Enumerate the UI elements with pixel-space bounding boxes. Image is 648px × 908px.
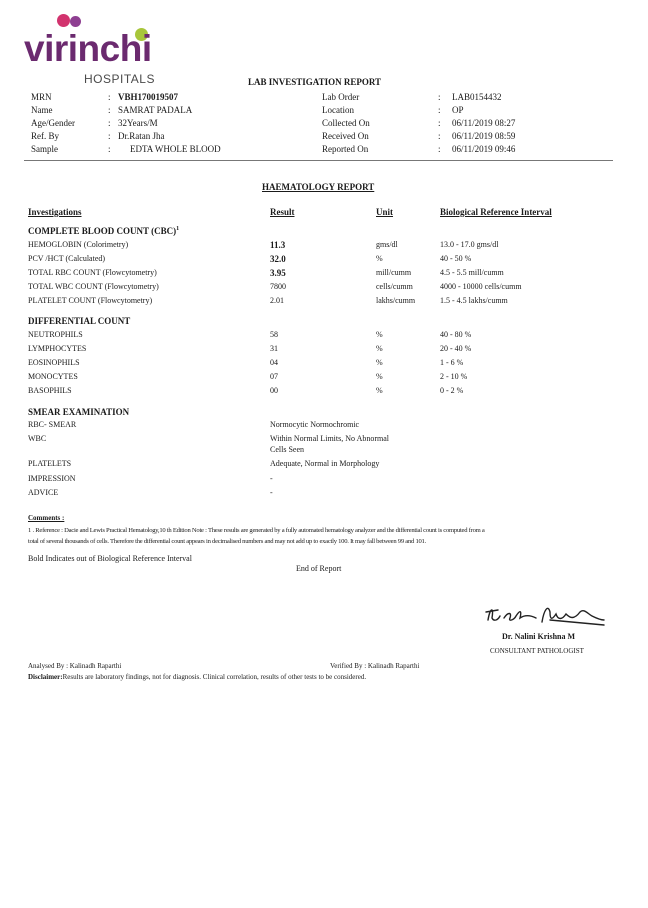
analysed-by: Analysed By : Kalinadh Raparthi (28, 662, 122, 670)
row-value: Within Normal Limits, No Abnormal (270, 434, 389, 443)
row-ref: 0 - 2 % (440, 386, 464, 395)
section-title: HAEMATOLOGY REPORT (262, 182, 375, 192)
row-unit: mill/cumm (376, 268, 412, 277)
logo-dot-pink (57, 14, 70, 27)
row-unit: % (376, 386, 383, 395)
row-ref: 20 - 40 % (440, 344, 472, 353)
colon: : (438, 118, 441, 128)
row-name: TOTAL RBC COUNT (Flowcytometry) (28, 268, 157, 277)
row-value: Normocytic Normochromic (270, 420, 360, 429)
row-value: Adequate, Normal in Morphology (270, 459, 380, 468)
row-result: 58 (270, 330, 278, 339)
reported-on-value: 06/11/2019 09:46 (452, 144, 516, 154)
colon: : (108, 92, 111, 102)
row-unit: lakhs/cumm (376, 296, 416, 305)
colon: : (108, 118, 111, 128)
row-name: PCV /HCT (Calculated) (28, 254, 106, 263)
row-name: NEUTROPHILS (28, 330, 83, 339)
row-ref: 40 - 80 % (440, 330, 472, 339)
location-label: Location (322, 105, 354, 115)
received-on-label: Received On (322, 131, 369, 141)
row-result: 07 (270, 372, 278, 381)
row-name: PLATELETS (28, 459, 72, 468)
bold-note: Bold Indicates out of Biological Reference Interval (28, 554, 192, 563)
reported-on-label: Reported On (322, 144, 369, 154)
smear-title: SMEAR EXAMINATION (28, 407, 130, 417)
comments-title: Comments : (28, 514, 65, 522)
location-value: OP (452, 105, 464, 115)
signatory-title: CONSULTANT PATHOLOGIST (490, 647, 584, 655)
row-name: HEMOGLOBIN (Colorimetry) (28, 240, 129, 249)
col-result: Result (270, 207, 295, 217)
colon: : (108, 144, 111, 154)
row-unit: % (376, 372, 383, 381)
cbc-title-text: COMPLETE BLOOD COUNT (CBC) (28, 226, 177, 236)
row-name: PLATELET COUNT (Flowcytometry) (28, 296, 153, 305)
row-name: LYMPHOCYTES (28, 344, 87, 353)
mrn-label: MRN (31, 92, 52, 102)
age-gender-value: 32Years/M (118, 118, 158, 128)
row-name: BASOPHILS (28, 386, 72, 395)
row-ref: 1 - 6 % (440, 358, 464, 367)
row-unit: % (376, 254, 383, 263)
ref-by-value: Dr.Ratan Jha (118, 131, 165, 141)
row-value-cont: Cells Seen (270, 445, 304, 454)
colon: : (108, 105, 111, 115)
row-result: 00 (270, 386, 278, 395)
row-result: 2.01 (270, 296, 284, 305)
col-unit: Unit (376, 207, 394, 217)
colon: : (438, 144, 441, 154)
row-name: RBC- SMEAR (28, 420, 77, 429)
logo-subtitle: HOSPITALS (84, 72, 155, 86)
row-ref: 1.5 - 4.5 lakhs/cumm (440, 296, 508, 305)
row-name: TOTAL WBC COUNT (Flowcytometry) (28, 282, 159, 291)
row-name: IMPRESSION (28, 474, 76, 483)
row-name: MONOCYTES (28, 372, 78, 381)
sample-label: Sample (31, 144, 58, 154)
colon: : (108, 131, 111, 141)
row-unit: % (376, 344, 383, 353)
row-ref: 4.5 - 5.5 mill/cumm (440, 268, 504, 277)
report-title: LAB INVESTIGATION REPORT (248, 77, 382, 87)
row-name: EOSINOPHILS (28, 358, 80, 367)
cbc-title-sup: 1 (176, 226, 180, 232)
row-unit: cells/cumm (376, 282, 413, 291)
sample-value: EDTA WHOLE BLOOD (130, 144, 221, 154)
name-label: Name (31, 105, 53, 115)
diff-title: DIFFERENTIAL COUNT (28, 316, 131, 326)
logo-wordmark: virinchi (24, 28, 152, 69)
name-value: SAMRAT PADALA (118, 105, 193, 115)
row-unit: % (376, 330, 383, 339)
age-gender-label: Age/Gender (31, 118, 75, 128)
hospital-logo (24, 14, 164, 86)
logo-dot-purple (70, 16, 81, 27)
signatory-name: Dr. Nalini Krishna M (502, 632, 576, 641)
end-of-report: End of Report (296, 564, 342, 573)
collected-on-value: 06/11/2019 08:27 (452, 118, 516, 128)
col-reference: Biological Reference Interval (440, 207, 552, 217)
ref-by-label: Ref. By (31, 131, 59, 141)
row-name: ADVICE (28, 488, 59, 497)
row-result: 11.3 (270, 240, 286, 250)
row-result: 32.0 (270, 254, 286, 264)
comments-line-2: total of several thousands of cells. Therefore the differential count appears in decimalised numbers and may not add up to exactly 100. It may fall between 99 and 101. (28, 538, 426, 545)
row-result: 31 (270, 344, 278, 353)
verified-by: Verified By : Kalinadh Raparthi (330, 662, 420, 670)
row-ref: 40 - 50 % (440, 254, 472, 263)
disclaimer-text: Results are laboratory findings, not for diagnosis. Clinical correlation, results of other tests to be considered. (62, 673, 367, 681)
row-result: 3.95 (270, 268, 286, 278)
mrn-value: VBH170019507 (118, 92, 179, 102)
cbc-title (28, 226, 179, 236)
header-divider (24, 160, 613, 161)
signature-image (480, 598, 610, 632)
row-name: WBC (28, 434, 47, 443)
colon: : (438, 131, 441, 141)
row-ref: 2 - 10 % (440, 372, 468, 381)
collected-on-label: Collected On (322, 118, 370, 128)
colon: : (438, 105, 441, 115)
col-investigations: Investigations (28, 207, 82, 217)
comments-line-1: 1 . Reference : Dacie and Lewis Practical Hematology,10 th Edition Note : These results are generated by a fully automated hematology analyzer and the differential count is computed from a (28, 527, 485, 534)
row-ref: 13.0 - 17.0 gms/dl (440, 240, 499, 249)
row-unit: gms/dl (376, 240, 398, 249)
row-value: - (270, 474, 273, 483)
received-on-value: 06/11/2019 08:59 (452, 131, 516, 141)
lab-order-label: Lab Order (322, 92, 360, 102)
row-ref: 4000 - 10000 cells/cumm (440, 282, 522, 291)
row-result: 04 (270, 358, 278, 367)
colon: : (438, 92, 441, 102)
row-value: - (270, 488, 273, 497)
disclaimer (28, 673, 366, 681)
row-unit: % (376, 358, 383, 367)
lab-order-value: LAB0154432 (452, 92, 502, 102)
disclaimer-label: Disclaimer: (28, 673, 63, 681)
row-result: 7800 (270, 282, 286, 291)
